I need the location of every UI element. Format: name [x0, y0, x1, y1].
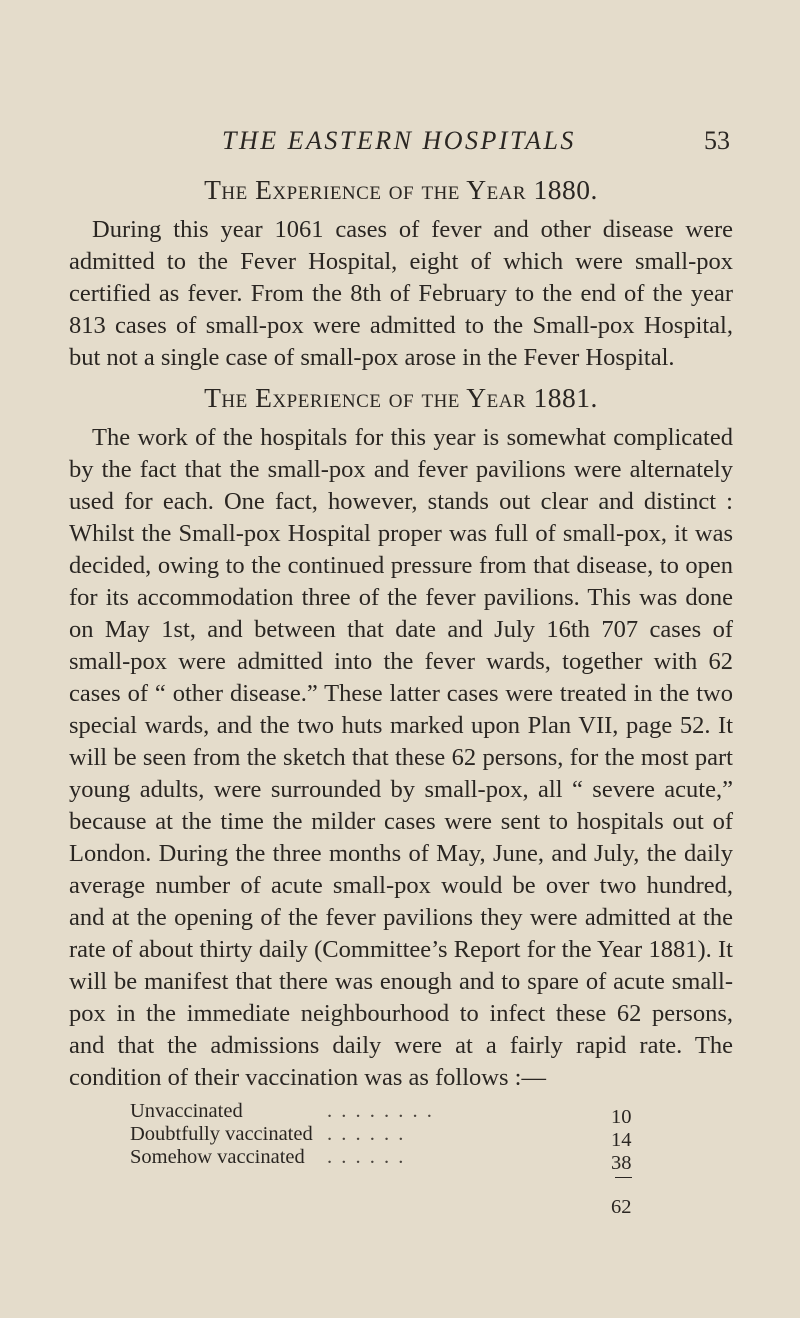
sum-rule — [615, 1177, 632, 1178]
row-label: Somehow vaccinated — [130, 1146, 305, 1168]
row-value: 38 — [611, 1152, 632, 1174]
dot-leaders: . . . . . . — [327, 1146, 406, 1168]
table-row — [69, 1146, 733, 1174]
section-heading-1881: The Experience of the Year 1881. — [204, 382, 598, 413]
row-value: 14 — [611, 1129, 632, 1151]
row-label: Unvaccinated — [130, 1100, 243, 1122]
row-label: Doubtfully vaccinated — [130, 1123, 313, 1145]
paragraph-1881: The work of the hospitals for this year is somewhat complicated by the fact that the small-pox and fever pavilions were alternately used for each. One fact, however, stands out clear and distinct : Whilst the Small-pox Hospital proper was full of small-pox, it was decided, owing to the continued pressure from that disease, to open for its accommodation three of the fever pavilions. This was done on May 1st, and between that date and July 16th 707 cases of small-pox were admitted into the fever wards, together with 62 cases of “ other disease.” These latter cases were treated in the two special wards, and the two huts marked upon Plan VII, page 52. It will be seen from the sketch that these 62 persons, for the most part young adults, were surrounded by small-pox, all “ severe acute,” because at the time the milder cases were sent to hospitals out of London. During the three months of May, June, and July, the daily average number of acute small-pox would be over two hundred, and at the opening of the fever pavilions they were admitted at the rate of about thirty daily (Committee’s Report for the Year 1881). It will be manifest that there was enough and to spare of acute small-pox in the immediate neighbourhood to infect these 62 persons, and that the admissions daily were at a fairly rapid rate. The condition of their vaccination was as follows :— — [69, 424, 733, 1091]
table-row — [69, 1123, 733, 1151]
vaccination-table — [69, 1100, 733, 1240]
dot-leaders: . . . . . . — [327, 1123, 406, 1145]
paragraph-1880: During this year 1061 cases of fever and other disease were admitted to the Fever Hospital, eight of which were small-pox certified as fever. From the 8th of February to the end of the year 813 cases of small-pox were admitted to the Small-pox Hospital, but not a single case of small-pox arose in the Fever Hospital. — [69, 216, 733, 371]
dot-leaders: . . . . . . . . — [327, 1100, 434, 1122]
table-total: 62 — [611, 1196, 632, 1218]
page-number: 53 — [704, 126, 730, 155]
running-title: THE EASTERN HOSPITALS — [222, 126, 576, 155]
row-value: 10 — [611, 1106, 632, 1128]
page-body — [69, 172, 733, 1240]
section-heading-1880: The Experience of the Year 1880. — [204, 174, 598, 205]
running-head — [0, 126, 800, 166]
table-row — [69, 1100, 733, 1128]
